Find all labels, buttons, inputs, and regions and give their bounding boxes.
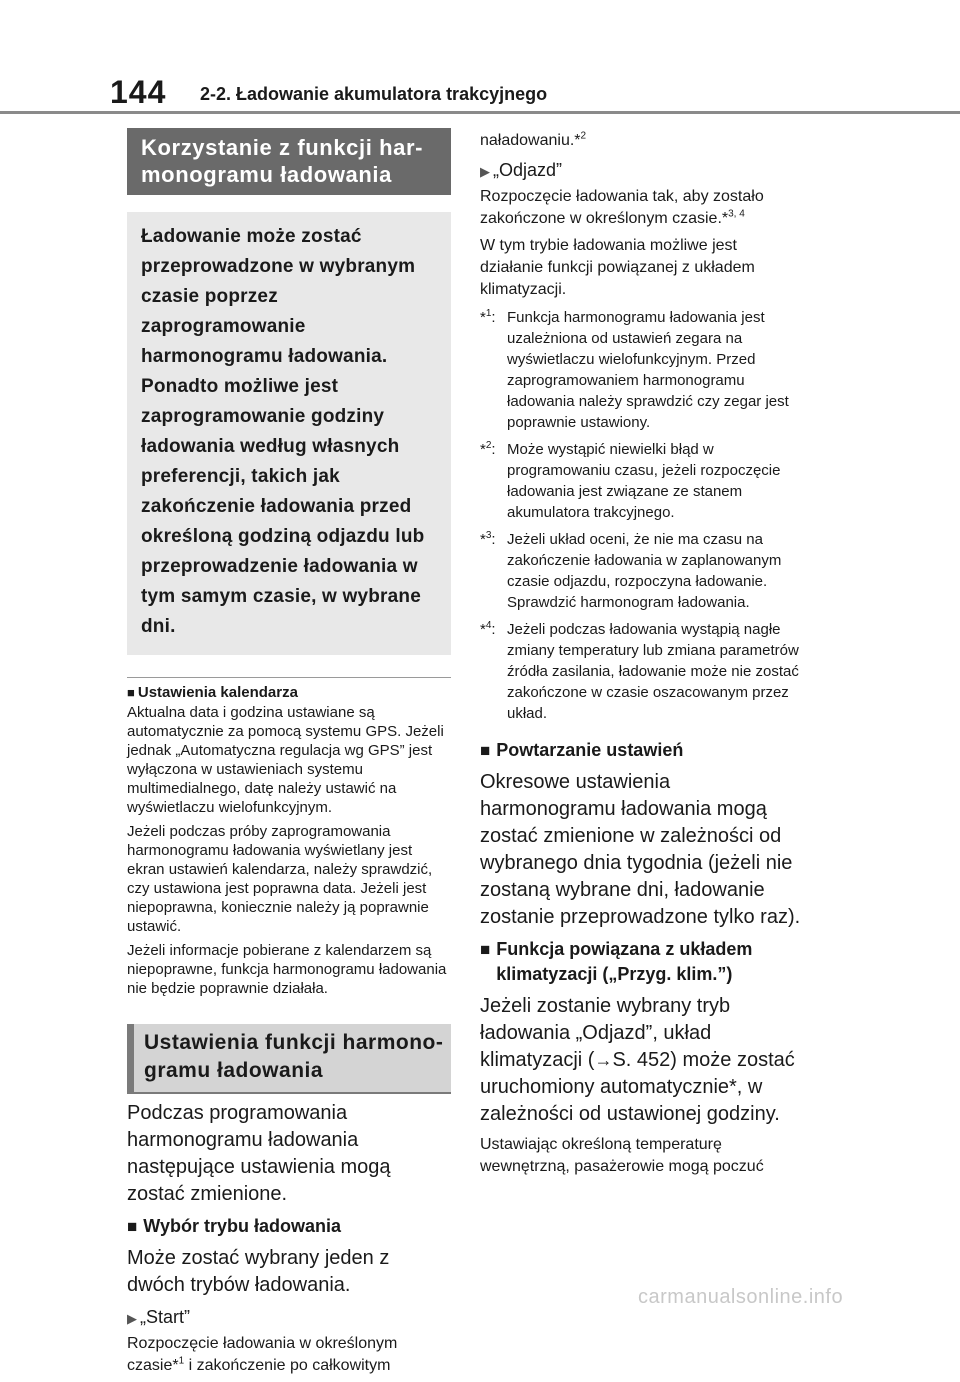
header-divider xyxy=(0,111,960,114)
odjazd-description: Rozpoczęcie ładowania tak, aby zostało zakończone w określonym czasie.*$^{3, 4}$ xyxy=(480,188,764,227)
section-title-line: monogramu ładowania xyxy=(141,162,392,187)
divider xyxy=(127,677,451,678)
footnote: *$^3$: Jeżeli układ oceni, że nie ma czasu na zakończenie ładowania w zaplanowanym czasie odjazdu, rozpoczyna ładowanie. Sprawdzić harmonogram ładowania. xyxy=(480,530,782,611)
triangle-right-icon: ▶ xyxy=(127,1311,137,1326)
bullet-square-icon: ■ xyxy=(480,741,491,760)
section-title-line: Ustawienia funkcji harmono- xyxy=(144,1031,444,1054)
watermark: carmanualsonline.info xyxy=(638,1286,844,1308)
intro-box: Ładowanie może zostać przeprowadzone w wybranym czasie poprzez zaprogramowanie harmonogramu ładowania. Ponadto możliwe jest zaprogramowanie godziny ładowania według własnych preferencji, takich jak zakończenie ładowania przed określoną godziną odjazdu lub przeprowadzenie ładowania w tym samym czasie, w wybrane dni. xyxy=(127,212,451,655)
section-title-line: gramu ładowania xyxy=(144,1059,324,1082)
mode-paragraph: Może zostać wybrany jeden z dwóch trybów ładowania. xyxy=(127,1247,390,1296)
left-column xyxy=(127,128,451,1382)
section-title-line: Korzystanie z funkcji har- xyxy=(141,135,424,160)
continued-text: naładowaniu.*$^2$ xyxy=(480,130,587,149)
section-title-schedule xyxy=(127,128,451,195)
calendar-paragraph-1: Aktualna data i godzina ustawiane są automatycznie za pomocą systemu GPS. Jeżeli jednak „Automatyczna regulacja wg GPS” jest wyłączona w ustawieniach systemu multimedialnego, datę należy ustawić na wyświetlaczu wielofunkcyjnym. xyxy=(127,704,444,816)
mode-heading: ■ Wybór trybu ładowania xyxy=(127,1216,341,1236)
ac-paragraph: Jeżeli zostanie wybrany tryb ładowania „Odjazd”, układ klimatyzacji (→S. 452) może zostać uruchomiony automatycznie*, w zależności od ustawionej godziny. xyxy=(480,995,795,1125)
option-start: ▶ „Start” xyxy=(127,1307,191,1327)
right-column xyxy=(480,128,802,1183)
footnote: *$^2$: Może wystąpić niewielki błąd w programowaniu czasu, jeżeli rozpoczęcie ładowania jest związane ze stanem akumulatora trakcyjnego. xyxy=(480,440,781,521)
bullet-square-icon: ■ xyxy=(480,940,491,959)
start-description: Rozpoczęcie ładowania w określonym czasie*$^1$ i zakończenie po całkowitym xyxy=(127,1335,398,1374)
calendar-heading: ■ Ustawienia kalendarza xyxy=(127,684,298,701)
triangle-right-icon: ▶ xyxy=(480,164,490,179)
calendar-paragraph-3: Jeżeli informacje pobierane z kalendarzem są niepoprawne, funkcja harmonogramu ładowania nie będzie poprawnie działała. xyxy=(127,942,447,997)
odjazd-paragraph: W tym trybie ładowania możliwe jest działanie funkcji powiązanej z układem klimatyzacji. xyxy=(480,237,755,298)
page-header xyxy=(0,0,960,118)
bullet-square-icon: ■ xyxy=(127,685,135,700)
ac-heading: ■ Funkcja powiązana z układem klimatyzacji („Przyg. klim.”) xyxy=(480,937,802,987)
settings-paragraph: Podczas programowania harmonogramu ładowania następujące ustawienia mogą zostać zmienione. xyxy=(127,1102,391,1205)
page-number: 144 xyxy=(110,74,167,110)
calendar-paragraph-2: Jeżeli podczas próby zaprogramowania harmonogramu ładowania wyświetlany jest ekran ustawień kalendarza, należy sprawdzić, czy ustawiona jest poprawna data. Jeżeli jest niepoprawna, koniecznie należy ją poprawnie ustawić. xyxy=(127,823,433,935)
bullet-square-icon: ■ xyxy=(127,1217,138,1236)
chapter-title: 2-2. Ładowanie akumulatora trakcyjnego xyxy=(200,84,548,104)
repeat-paragraph: Okresowe ustawienia harmonogramu ładowania mogą zostać zmienione w zależności od wybranego dnia tygodnia (jeżeli nie zostaną wybrane dni, ładowanie zostanie przeprowadzone tylko raz). xyxy=(480,771,801,928)
repeat-heading: ■ Powtarzanie ustawień xyxy=(480,740,684,760)
option-odjazd: ▶ „Odjazd” xyxy=(480,160,563,180)
section-title-settings xyxy=(127,1024,451,1094)
footnote: *$^4$: Jeżeli podczas ładowania wystąpią nagłe zmiany temperatury lub zmiana parametrów źródła zasilania, ładowanie może nie zostać zakończone w czasie oszacowanym przez układ. xyxy=(480,620,799,722)
ac-paragraph-2: Ustawiając określoną temperaturę wewnętrzną, pasażerowie mogą poczuć xyxy=(480,1136,764,1175)
footnote: *$^1$: Funkcja harmonogramu ładowania jest uzależniona od ustawień zegara na wyświetlaczu wielofunkcyjnym. Przed zaprogramowaniem harmonogramu ładowania należy sprawdzić czy zegar jest poprawnie ustawiony. xyxy=(480,308,789,431)
arrow-right-icon: → xyxy=(594,1050,613,1070)
